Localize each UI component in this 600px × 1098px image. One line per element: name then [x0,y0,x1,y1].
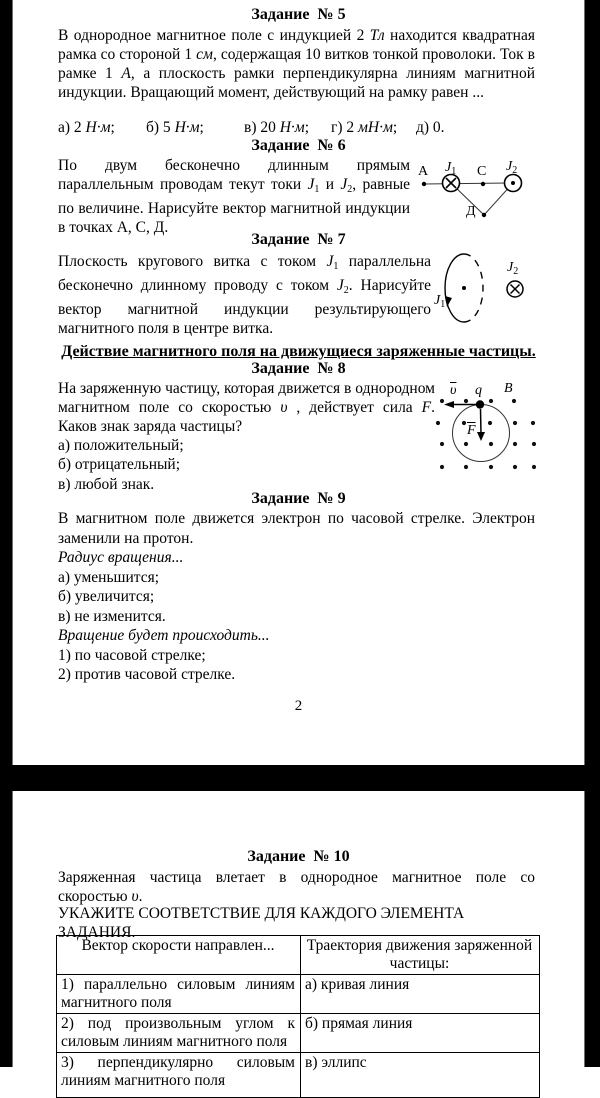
field-dots [436,399,536,469]
point-a-label: А [418,164,429,179]
table-row [57,975,540,1014]
table-cell-right: б) прямая линия [301,1014,540,1053]
task9-option-a: а) уменьшится; [58,568,160,586]
loop-left-arc [445,254,464,322]
page-1 [12,0,585,765]
current-j1-label: $J_1$ [445,160,457,177]
point-a-dot [422,182,426,186]
loop-right-arc [464,254,483,322]
task8-options [58,436,358,494]
task5-answer-g: г) 2 мН·м; [331,119,398,136]
loop-current-arrowhead [445,296,452,307]
task7-body: Плоскость кругового витка с током J1 параллельна бесконечно длинному проводу с током J2. Нарисуйте вектор магнитной индукции результирующего магнитного поля в центре витка. [58,253,431,337]
particle-dot [476,400,484,408]
task5-answers [58,119,536,139]
table-cell-left: 3) перпендикулярно силовым линиям магнитного поля [57,1053,301,1098]
task9-prompt-rotation: Вращение будет происходить... [58,627,270,644]
force-vector-label: $\overline{F}$ [467,423,476,438]
table-header-left: Вектор скорости направлен... [57,936,301,975]
task5-answer-a: а) 2 Н·м; [58,119,115,136]
page-number: 2 [294,698,303,714]
task6-title: Задание № 6 [251,137,346,154]
task5-body: В однородное магнитное поле с индукцией 2 Тл находится квадратная рамка со стороной 1 см, содержащая 10 витков тонкой проволоки. Ток в рамке 1 А, а плоскость рамки перпендикулярна линиям магнитной индукции. Вращающий момент, действующий на рамку равен ... [58,27,535,101]
task8-option-v: в) любой знак. [58,475,155,493]
point-c-dot [481,182,485,186]
table-header-row [57,936,540,975]
table-cell-left: 2) под произвольным углом к силовым линиям магнитного поля [57,1014,301,1053]
table-row [57,1053,540,1098]
task9-block [58,509,535,685]
task6-two-wires-diagram [416,160,566,230]
table-cell-left: 1) параллельно силовым линиям магнитного поля [57,975,301,1014]
task5-answer-v: в) 20 Н·м; [244,119,310,136]
task8-title: Задание № 8 [251,360,346,377]
task10-instruction: УКАЖИТЕ СООТВЕТСТВИЕ ДЛЯ КАЖДОГО ЭЛЕМЕНТА ЗАДАНИЯ. [58,905,465,941]
task9-option-1: 1) по часовой стрелке; [58,646,206,664]
velocity-vector-label: $\overline{\upsilon}$ [450,383,457,398]
loop-center-dot [462,286,466,290]
task8-body: На заряженную частицу, которая движется в однородном магнитном поле со скоростью υ , действует сила F. Каков знак заряда частицы? [58,380,435,435]
task8-option-a: а) положительный; [58,437,184,454]
task7-title: Задание № 7 [251,231,346,248]
task5-answer-d: д) 0. [416,119,445,136]
current-j2-label: $J_2$ [506,159,518,176]
section-heading: Действие магнитного поля на движущиеся заряженные частицы. [61,343,536,360]
force-arrow [477,409,485,441]
task9-option-2: 2) против часовой стрелке. [58,666,236,683]
task9-title: Задание № 9 [251,490,346,507]
task9-body: В магнитном поле движется электрон по часовой стрелке. Электрон заменили на протон. [58,510,535,547]
page-2 [12,791,585,1089]
two-wires-figure [416,160,566,230]
table-row [57,1014,540,1053]
field-b-label: B [504,381,513,396]
table-cell-right: а) кривая линия [301,975,540,1014]
table-header-right: Траектория движения заряженной частицы: [301,936,540,975]
loop-current-j1-label: $J_1$ [434,293,446,310]
loop-figure [426,248,536,335]
velocity-arrow [444,401,476,408]
wire-current-j2-label: $J_2$ [507,260,519,277]
task6-body: По двум бесконечно длинным прямым параллельным проводам текут токи J1 и J2, равные по величине. Нарисуйте вектор магнитной индукции в точках А, С, Д. [58,157,410,236]
task9-prompt-radius: Радиус вращения... [58,549,184,566]
task8-option-b: б) отрицательный; [58,456,181,474]
task9-option-b: б) увеличится; [58,588,155,605]
task8-particle-diagram [434,378,549,485]
task5-answer-b: б) 5 Н·м; [146,119,204,136]
point-c-label: С [477,164,487,179]
task10-body: Заряженная частица влетает в однородное магнитное поле со скоростью υ. [58,869,535,905]
task10-title: Задание № 10 [247,848,350,865]
charge-q-label: q [475,383,482,398]
task5-title: Задание № 5 [251,6,346,23]
point-d-dot [482,213,486,217]
current-into-page-icon [507,281,523,297]
task7-loop-diagram [426,248,536,335]
table-cell-right: в) эллипс [301,1053,540,1098]
matching-table [56,935,540,1098]
task9-option-v: в) не изменится. [58,607,166,625]
point-d-label: Д [466,204,476,219]
